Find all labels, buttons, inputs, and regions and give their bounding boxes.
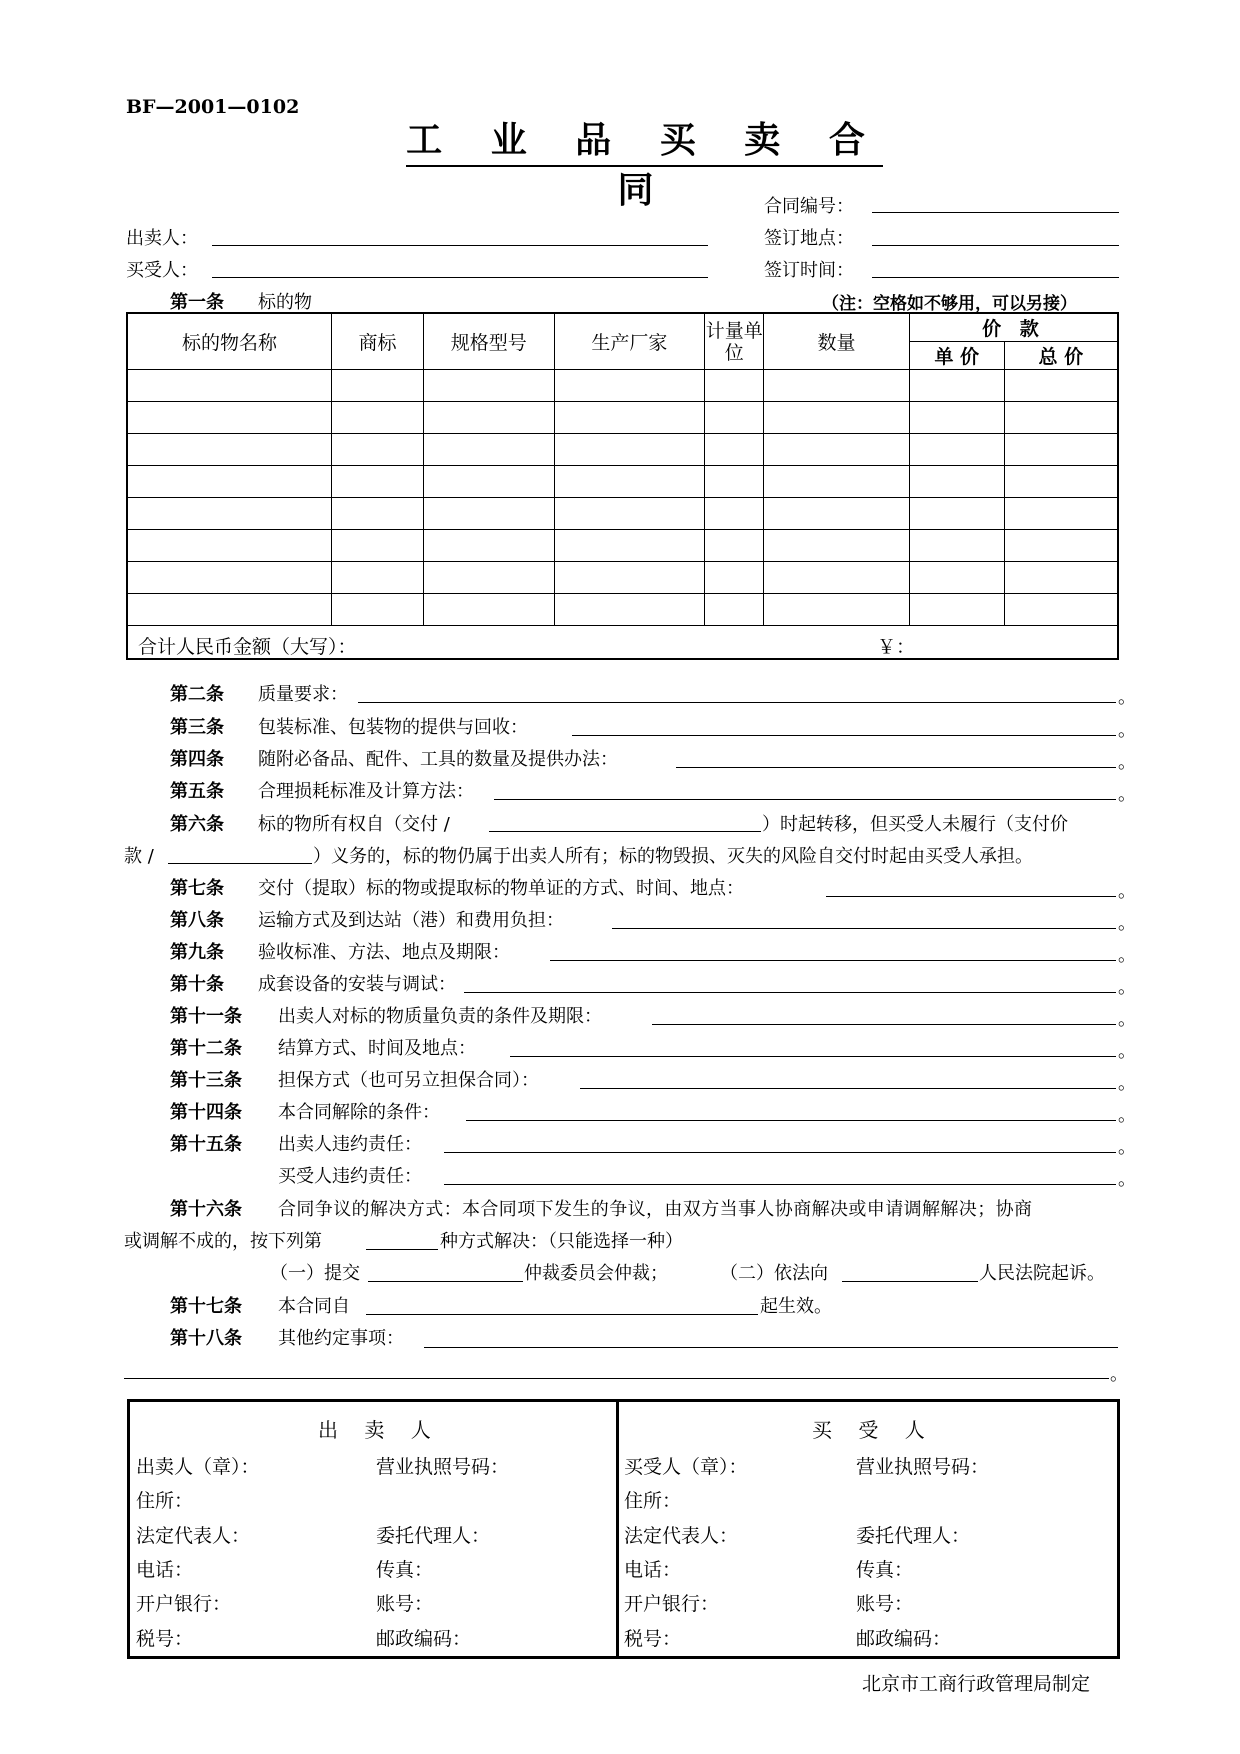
table-cell[interactable]: [764, 370, 910, 402]
article-8-number: 第八条: [170, 910, 224, 931]
table-cell[interactable]: [332, 370, 424, 402]
parties-divider: [616, 1399, 619, 1659]
article-16-option-2b: 人民法院起诉。: [979, 1263, 1105, 1284]
article-10-field[interactable]: [464, 992, 1116, 993]
article-9-number: 第九条: [170, 942, 224, 963]
table-cell[interactable]: [423, 562, 554, 594]
article-8-text: 运输方式及到达站（港）和费用负担：: [258, 910, 564, 931]
article-1-title: 标的物: [258, 292, 312, 313]
table-row: [127, 562, 1118, 594]
table-cell[interactable]: [423, 594, 554, 626]
table-cell[interactable]: [332, 562, 424, 594]
article-3-number: 第三条: [170, 717, 224, 738]
buyer-legal-rep: 法定代表人：: [624, 1525, 739, 1547]
article-15-seller-text: 出卖人违约责任：: [278, 1134, 422, 1155]
table-cell[interactable]: [423, 530, 554, 562]
article-3-text: 包装标准、包装物的提供与回收：: [258, 717, 528, 738]
col-header-quantity: 数量: [764, 313, 910, 370]
table-cell[interactable]: [332, 594, 424, 626]
col-header-name: 标的物名称: [127, 313, 332, 370]
total-amount-label: 合计人民币金额（大写）：: [138, 636, 357, 658]
article-12-field[interactable]: [510, 1056, 1116, 1057]
table-cell[interactable]: [332, 434, 424, 466]
article-8-field[interactable]: [612, 928, 1116, 929]
seller-agent: 委托代理人：: [376, 1525, 491, 1547]
table-cell[interactable]: [127, 498, 332, 530]
seller-account: 账号：: [376, 1593, 434, 1615]
article-15-buyer-period: 。: [1118, 1169, 1136, 1190]
table-cell[interactable]: [332, 498, 424, 530]
article-9-text: 验收标准、方法、地点及期限：: [258, 942, 510, 963]
article-16-text-2a: 或调解不成的，按下列第: [124, 1231, 322, 1252]
footer-issuer: 北京市工商行政管理局制定: [862, 1673, 1091, 1695]
table-cell[interactable]: [705, 434, 764, 466]
seller-bank: 开户银行：: [136, 1593, 232, 1615]
col-header-price: 价 款: [909, 313, 1118, 342]
article-4-text: 随附必备品、配件、工具的数量及提供办法：: [258, 749, 618, 770]
article-6-field-1[interactable]: [489, 831, 761, 832]
article-13-period: 。: [1118, 1073, 1136, 1094]
table-cell[interactable]: [1004, 370, 1118, 402]
table-cell[interactable]: [1004, 402, 1118, 434]
article-11-field[interactable]: [652, 1024, 1116, 1025]
seller-party-title: 出 卖 人: [318, 1418, 441, 1442]
table-cell[interactable]: [705, 466, 764, 498]
table-cell[interactable]: [127, 434, 332, 466]
article-16-arbitration-field[interactable]: [368, 1281, 523, 1282]
contract-no-field[interactable]: [872, 212, 1119, 213]
buyer-postcode: 邮政编码：: [856, 1628, 952, 1650]
table-cell[interactable]: [332, 402, 424, 434]
article-15-buyer-field[interactable]: [444, 1184, 1116, 1185]
table-cell[interactable]: [909, 370, 1004, 402]
seller-legal-rep: 法定代表人：: [136, 1525, 251, 1547]
buyer-seal: 买受人（章）：: [624, 1456, 748, 1478]
article-15-buyer-text: 买受人违约责任：: [278, 1166, 422, 1187]
seller-postcode: 邮政编码：: [376, 1628, 472, 1650]
article-17-field[interactable]: [366, 1314, 758, 1315]
table-cell[interactable]: [1004, 434, 1118, 466]
table-cell[interactable]: [554, 434, 705, 466]
goods-table: [126, 312, 1119, 660]
table-cell[interactable]: [909, 498, 1004, 530]
table-row: [127, 434, 1118, 466]
article-15-number: 第十五条: [170, 1134, 242, 1155]
col-header-unit-price: 单 价: [909, 342, 1004, 370]
table-row: [127, 594, 1118, 626]
buyer-tax: 税号：: [624, 1628, 682, 1650]
article-17-text-2: 起生效。: [760, 1296, 832, 1317]
seller-seal: 出卖人（章）：: [136, 1456, 260, 1478]
article-7-period: 。: [1118, 881, 1136, 902]
article-7-text: 交付（提取）标的物或提取标的物单证的方式、时间、地点：: [258, 878, 744, 899]
total-amount-row: [127, 626, 1118, 659]
col-header-spec: 规格型号: [423, 313, 554, 370]
article-14-period: 。: [1118, 1105, 1136, 1126]
table-cell[interactable]: [705, 402, 764, 434]
table-cell[interactable]: [332, 530, 424, 562]
col-header-trademark: 商标: [332, 313, 424, 370]
article-16-choice-field[interactable]: [366, 1249, 438, 1250]
table-cell[interactable]: [764, 466, 910, 498]
buyer-bank: 开户银行：: [624, 1593, 720, 1615]
col-header-total-price: 总 价: [1004, 342, 1118, 370]
article-8-period: 。: [1118, 913, 1136, 934]
article-10-text: 成套设备的安装与调试：: [258, 974, 456, 995]
article-10-number: 第十条: [170, 974, 224, 995]
table-cell[interactable]: [554, 530, 705, 562]
table-cell[interactable]: [764, 562, 910, 594]
article-16-court-field[interactable]: [842, 1281, 978, 1282]
article-5-text: 合理损耗标准及计算方法：: [258, 781, 474, 802]
seller-tax: 税号：: [136, 1628, 194, 1650]
article-16-option-2a: （二）依法向: [720, 1263, 828, 1284]
document-code: BF—2001—0102: [126, 96, 300, 118]
table-cell[interactable]: [127, 402, 332, 434]
table-cell[interactable]: [1004, 562, 1118, 594]
article-5-period: 。: [1118, 784, 1136, 805]
article-11-text: 出卖人对标的物质量负责的条件及期限：: [278, 1006, 602, 1027]
article-6-text-1: 标的物所有权自（交付 /: [258, 814, 450, 835]
contract-no-label: 合同编号：: [764, 196, 854, 217]
table-cell[interactable]: [909, 530, 1004, 562]
article-4-number: 第四条: [170, 749, 224, 770]
table-cell[interactable]: [554, 402, 705, 434]
table-cell[interactable]: [909, 434, 1004, 466]
table-row: [127, 370, 1118, 402]
article-1-number: 第一条: [170, 292, 224, 313]
table-cell[interactable]: [127, 562, 332, 594]
article-7-field[interactable]: [826, 896, 1116, 897]
article-1-note: （注：空格如不够用，可以另接）: [822, 294, 1077, 314]
article-3-field[interactable]: [572, 735, 1116, 736]
sign-place-field[interactable]: [872, 245, 1119, 246]
sign-time-field[interactable]: [872, 277, 1119, 278]
table-cell[interactable]: [127, 370, 332, 402]
table-cell[interactable]: [423, 498, 554, 530]
article-12-text: 结算方式、时间及地点：: [278, 1038, 476, 1059]
table-cell[interactable]: [764, 434, 910, 466]
table-row: [127, 498, 1118, 530]
table-cell[interactable]: [764, 530, 910, 562]
table-cell[interactable]: [332, 466, 424, 498]
article-17-number: 第十七条: [170, 1296, 242, 1317]
article-16-text-2b: 种方式解决：（只能选择一种）: [440, 1231, 683, 1252]
buyer-address: 住所：: [624, 1490, 682, 1512]
sign-time-label: 签订时间：: [764, 260, 854, 281]
article-5-field[interactable]: [494, 799, 1116, 800]
article-2-text: 质量要求：: [258, 684, 348, 705]
article-4-period: 。: [1118, 752, 1136, 773]
table-cell[interactable]: [1004, 466, 1118, 498]
article-5-number: 第五条: [170, 781, 224, 802]
article-14-field[interactable]: [466, 1120, 1116, 1121]
table-row: [127, 530, 1118, 562]
table-cell[interactable]: [423, 466, 554, 498]
article-18-period: 。: [1110, 1364, 1128, 1385]
table-cell[interactable]: [705, 562, 764, 594]
table-cell[interactable]: [423, 434, 554, 466]
article-2-period: 。: [1118, 687, 1136, 708]
buyer-party-title: 买 受 人: [812, 1418, 935, 1442]
article-6-text-2: ）时起转移，但买受人未履行（支付价: [762, 814, 1068, 835]
article-3-period: 。: [1118, 720, 1136, 741]
table-cell[interactable]: [909, 466, 1004, 498]
table-cell[interactable]: [909, 402, 1004, 434]
table-cell[interactable]: [554, 562, 705, 594]
article-4-field[interactable]: [676, 767, 1116, 768]
table-cell[interactable]: [1004, 530, 1118, 562]
article-14-number: 第十四条: [170, 1102, 242, 1123]
article-9-period: 。: [1118, 945, 1136, 966]
buyer-phone: 电话：: [624, 1559, 682, 1581]
table-cell[interactable]: [764, 498, 910, 530]
article-12-number: 第十二条: [170, 1038, 242, 1059]
table-cell[interactable]: [705, 498, 764, 530]
table-cell[interactable]: [554, 498, 705, 530]
article-16-text-1: 合同争议的解决方式：本合同项下发生的争议，由双方当事人协商解决或申请调解解决；协商: [278, 1199, 1033, 1220]
table-cell[interactable]: [423, 402, 554, 434]
table-cell[interactable]: [127, 594, 332, 626]
table-cell[interactable]: [764, 594, 910, 626]
article-10-period: 。: [1118, 977, 1136, 998]
buyer-label: 买受人：: [126, 260, 198, 281]
article-18-field-2[interactable]: [124, 1378, 1109, 1379]
table-cell[interactable]: [705, 530, 764, 562]
article-15-seller-field[interactable]: [444, 1152, 1116, 1153]
article-17-text-1: 本合同自: [278, 1296, 350, 1317]
article-6-text-4: ）义务的，标的物仍属于出卖人所有；标的物毁损、灭失的风险自交付时起由买受人承担。: [313, 846, 1033, 867]
buyer-field[interactable]: [212, 277, 708, 278]
article-13-field[interactable]: [580, 1088, 1116, 1089]
article-11-period: 。: [1118, 1009, 1136, 1030]
table-cell[interactable]: [1004, 498, 1118, 530]
article-6-field-2[interactable]: [168, 863, 312, 864]
article-12-period: 。: [1118, 1041, 1136, 1062]
article-2-field[interactable]: [358, 702, 1116, 703]
sign-place-label: 签订地点：: [764, 228, 854, 249]
article-18-field-1[interactable]: [424, 1347, 1118, 1348]
table-cell[interactable]: [705, 370, 764, 402]
buyer-account: 账号：: [856, 1593, 914, 1615]
article-13-text: 担保方式（也可另立担保合同）：: [278, 1070, 539, 1091]
article-11-number: 第十一条: [170, 1006, 242, 1027]
article-16-option-1a: （一）提交: [270, 1263, 360, 1284]
article-18-text: 其他约定事项：: [278, 1328, 404, 1349]
table-row: [127, 466, 1118, 498]
article-9-field[interactable]: [550, 960, 1116, 961]
table-cell[interactable]: [423, 370, 554, 402]
seller-phone: 电话：: [136, 1559, 194, 1581]
table-cell[interactable]: [1004, 594, 1118, 626]
article-7-number: 第七条: [170, 878, 224, 899]
page-title: 工 业 品 买 卖 合 同: [406, 115, 883, 167]
seller-fax: 传真：: [376, 1559, 434, 1581]
table-cell[interactable]: [909, 562, 1004, 594]
article-18-number: 第十八条: [170, 1328, 242, 1349]
article-16-option-1b: 仲裁委员会仲裁；: [524, 1263, 668, 1284]
col-header-unit: 计量单位: [705, 313, 764, 370]
table-row: [127, 402, 1118, 434]
buyer-agent: 委托代理人：: [856, 1525, 971, 1547]
table-cell[interactable]: [554, 370, 705, 402]
article-13-number: 第十三条: [170, 1070, 242, 1091]
table-cell[interactable]: [705, 594, 764, 626]
seller-address: 住所：: [136, 1490, 194, 1512]
table-cell[interactable]: [127, 466, 332, 498]
table-cell[interactable]: [554, 466, 705, 498]
buyer-fax: 传真：: [856, 1559, 914, 1581]
article-14-text: 本合同解除的条件：: [278, 1102, 440, 1123]
table-cell[interactable]: [127, 530, 332, 562]
seller-license: 营业执照号码：: [376, 1456, 510, 1478]
article-6-text-3: 款 /: [124, 846, 154, 867]
table-cell[interactable]: [909, 594, 1004, 626]
article-16-number: 第十六条: [170, 1199, 242, 1220]
seller-field[interactable]: [212, 245, 708, 246]
article-2-number: 第二条: [170, 684, 224, 705]
col-header-manufacturer: 生产厂家: [554, 313, 705, 370]
table-cell[interactable]: [764, 402, 910, 434]
buyer-license: 营业执照号码：: [856, 1456, 990, 1478]
yen-label: ￥：: [877, 636, 916, 658]
article-6-number: 第六条: [170, 814, 224, 835]
table-cell[interactable]: [554, 594, 705, 626]
article-15-seller-period: 。: [1118, 1137, 1136, 1158]
seller-label: 出卖人：: [126, 228, 198, 249]
